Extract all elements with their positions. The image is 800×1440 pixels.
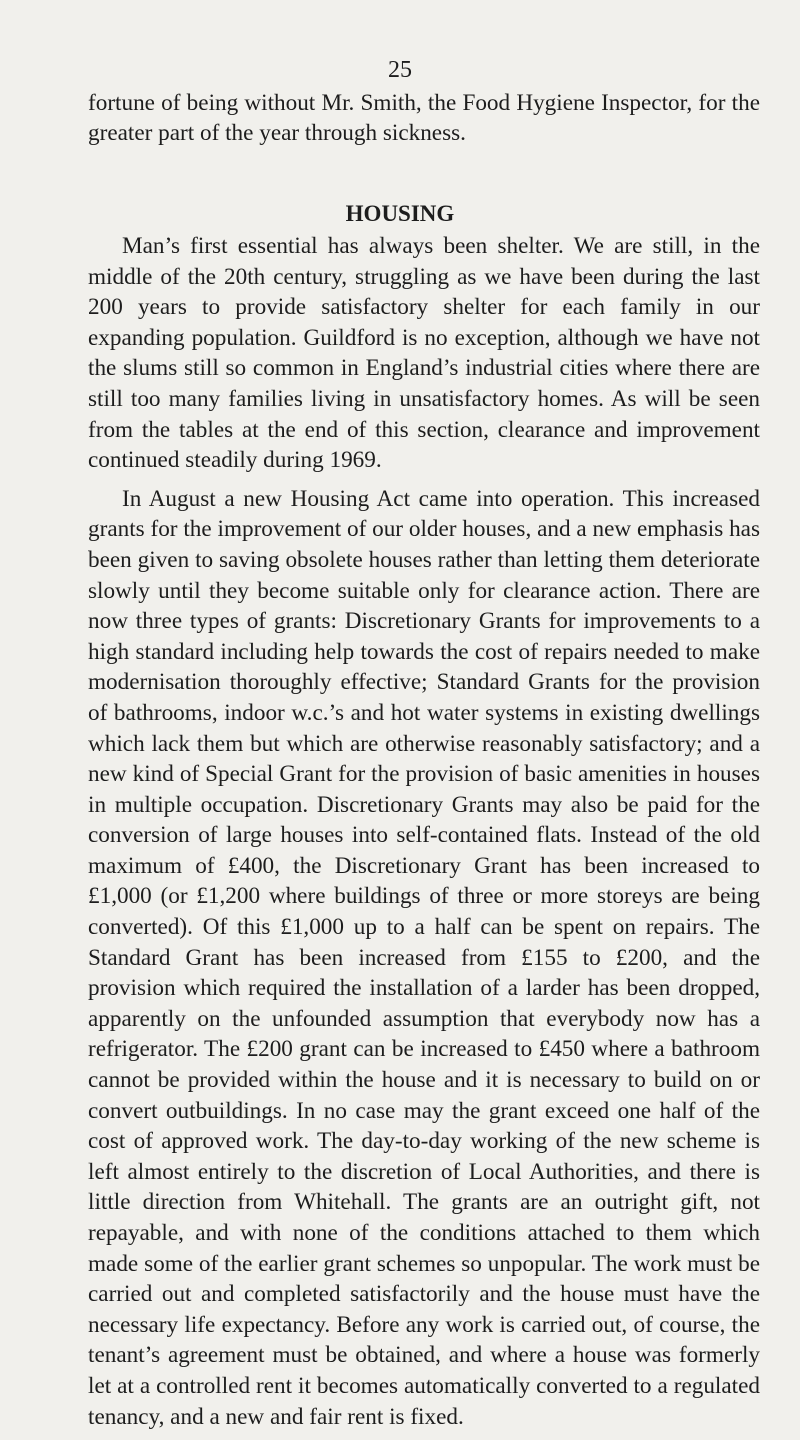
body-paragraph: In August a new Housing Act came into operation. This increased grants for the improvement of our older houses, and a new emphasis has been given to saving obsolete houses rather than letting them deteriorate slowly until they become suitable only for clearance action. There are now three types of grants: Discretionary Grants for improvements to a high standard including help towards the cost of repairs needed to make modernisation thoroughly effective; Standard Grants for the provision of bathrooms, indoor w.c.’s and hot water systems in existing dwellings which lack them but which are otherwise reasonably satisfactory; and a new kind of Special Grant for the provision of basic amenities in houses in multiple occupation. Discretionary Grants may also be paid for the conversion of large houses into self-contained flats. Instead of the old maximum of £400, the Discretionary Grant has been increased to £1,000 (or £1,200 where buildings of three or more storeys are being converted). Of this £1,000 up to a half can be spent on repairs. The Standard Grant has been increased from £155 to £200, and the provision which required the installation of a larder has been dropped, apparently on the unfounded assumption that everybody now has a refrigerator. The £200 grant can be increased to £450 where a bathroom cannot be provided within the house and it is necessary to build on or convert outbuildings. In no case may the grant exceed one half of the cost of approved work. The day-to-day working of the new scheme is left almost entirely to the discretion of Local Authorities, and there is little direction from Whitehall. The grants are an outright gift, not repayable, and with none of the conditions attached to them which made some of the earlier grant schemes so unpopular. The work must be carried out and completed satisfactorily and the house must have the necessary life expectancy. Before any work is carried out, of course, the tenant’s agreement must be obtained, and where a house was formerly let at a controlled rent it becomes automatically converted to a regulated tenancy, and a new and fair rent is fixed. — [88, 485, 760, 1430]
section-body — [88, 231, 760, 1440]
page-number: 25 — [388, 57, 412, 83]
continued-paragraph: fortune of being without Mr. Smith, the Food Hygiene Inspector, for the greater part of the year through sickness. — [88, 90, 760, 146]
section-heading: HOUSING — [345, 201, 455, 226]
body-paragraph: Man’s first essential has always been shelter. We are still, in the middle of the 20th century, struggling as we have been during the last 200 years to provide satisfactory shelter for each family in our expanding population. Guildford is no exception, although we have not the slums still so common in England’s industrial cities where there are still too many families living in unsatisfactory homes. As will be seen from the tables at the end of this section, clearance and improvement continued steadily during 1969. — [88, 233, 760, 474]
